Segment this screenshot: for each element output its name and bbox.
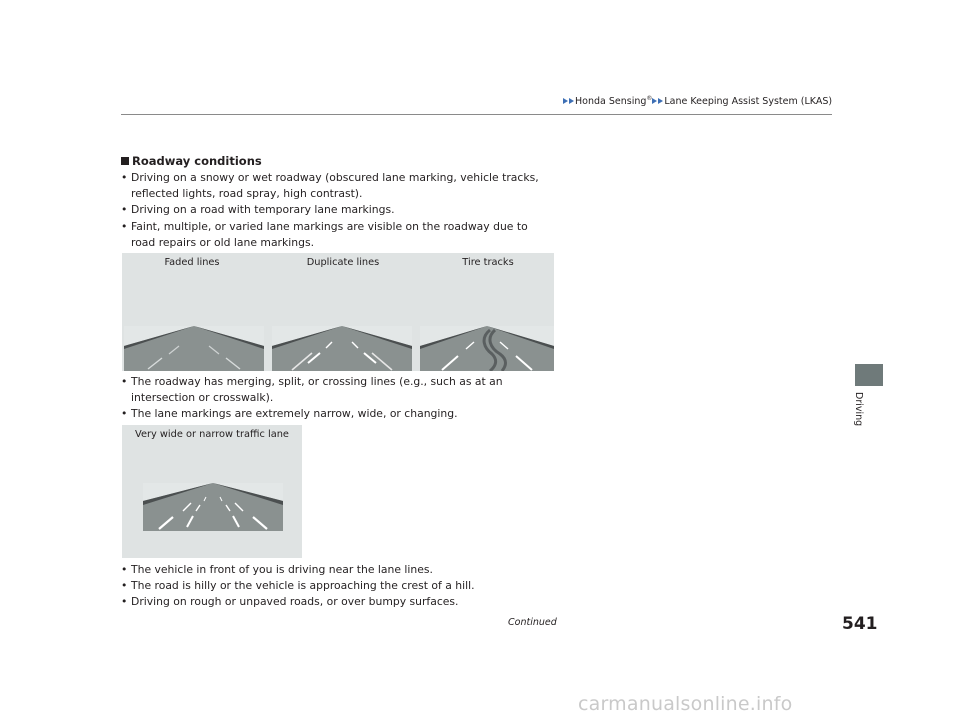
breadcrumb [563,95,832,107]
traffic-lane-figure [122,425,302,558]
header-divider [121,114,832,115]
registered-mark: ® [646,95,653,102]
list-item: • Driving on a snowy or wet roadway (obscured lane marking, vehicle tracks, reflected lights, road spray, high contrast). [121,170,551,202]
breadcrumb-item: Honda Sensing [575,96,647,108]
triangle-right-icon [658,98,663,104]
bullet-list [121,374,561,423]
continued-note: Continued [508,617,557,628]
chapter-tab [855,364,883,386]
list-item: • The road is hilly or the vehicle is approaching the crest of a hill. [121,578,561,594]
wide-lane-illustration [122,425,302,558]
list-item: • The lane markings are extremely narrow, wide, or changing. [121,406,561,422]
list-item: • Driving on a road with temporary lane markings. [121,202,551,218]
list-item: • The vehicle in front of you is driving near the lane lines. [121,562,561,578]
section-heading [121,154,262,168]
road-conditions-figure [122,253,554,371]
square-bullet-icon [121,157,129,165]
faded-lines-road [124,326,264,371]
figure-label: Tire tracks [462,257,514,268]
watermark: carmanualsonline.info [578,693,793,715]
page-number: 541 [842,614,878,634]
list-item: • The roadway has merging, split, or crossing lines (e.g., such as at an intersection or crosswalk). [121,374,561,406]
road-illustrations [122,253,554,371]
tire-tracks-road [420,326,554,371]
figure-label: Duplicate lines [306,257,380,268]
bullet-list [121,562,561,611]
breadcrumb-item: Lane Keeping Assist System (LKAS) [664,96,833,108]
figure-label: Faded lines [164,257,220,268]
triangle-right-icon [569,98,574,104]
bullet-list [121,170,551,251]
figure-label: Very wide or narrow traffic lane [135,429,289,440]
section-heading-text: Roadway conditions [132,154,262,168]
triangle-right-icon [563,98,568,104]
triangle-right-icon [652,98,657,104]
duplicate-lines-road [272,326,412,371]
list-item: • Faint, multiple, or varied lane markings are visible on the roadway due to road repairs or old lane markings. [121,219,551,251]
list-item: • Driving on rough or unpaved roads, or over bumpy surfaces. [121,594,561,610]
chapter-label: Driving [853,392,864,427]
